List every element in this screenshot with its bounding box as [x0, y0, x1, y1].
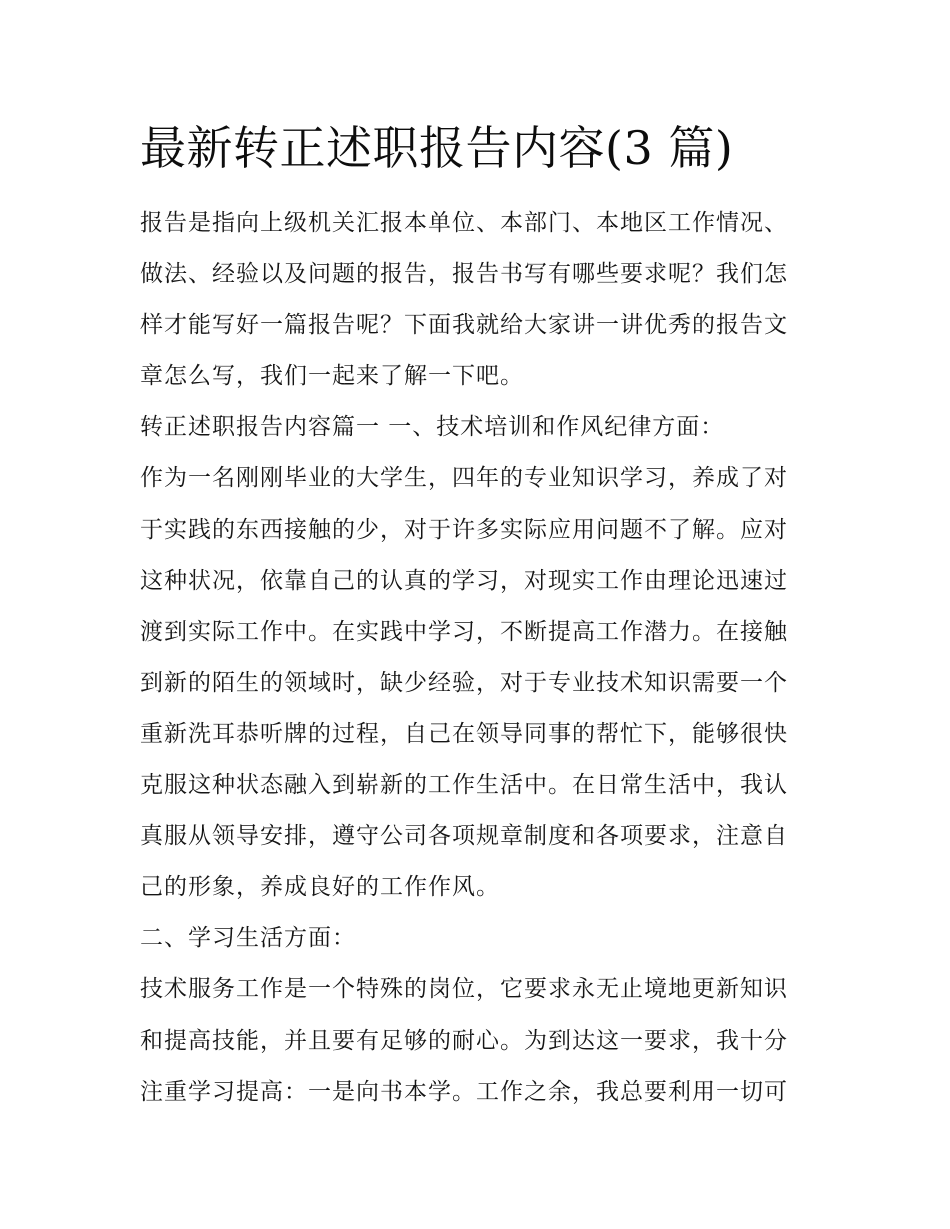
- document-title: 最新转正述职报告内容(3 篇): [140, 121, 734, 175]
- text-line: 和提高技能，并且要有足够的耐心。为到达这一要求，我十分: [140, 1027, 788, 1054]
- text-line: 于实践的东西接触的少，对于许多实际应用问题不了解。应对: [140, 516, 788, 543]
- text-line: 克服这种状态融入到崭新的工作生活中。在日常生活中，我认: [140, 772, 788, 799]
- text-line: 注重学习提高：一是向书本学。工作之余，我总要利用一切可: [140, 1078, 788, 1105]
- text-line: 技术服务工作是一个特殊的岗位，它要求永无止境地更新知识: [140, 976, 788, 1003]
- text-line: 到新的陌生的领域时，缺少经验，对于专业技术知识需要一个: [140, 669, 788, 696]
- text-line: 做法、经验以及问题的报告，报告书写有哪些要求呢？我们怎: [140, 261, 788, 288]
- text-line: 己的形象，养成良好的工作作风。: [140, 874, 500, 901]
- text-line: 这种状况，依靠自己的认真的学习，对现实工作由理论迅速过: [140, 567, 788, 594]
- text-line: 样才能写好一篇报告呢？下面我就给大家讲一讲优秀的报告文: [140, 312, 788, 339]
- section-heading-line: 转正述职报告内容篇一 一、技术培训和作风纪律方面：: [140, 414, 725, 441]
- text-line: 渡到实际工作中。在实践中学习，不断提高工作潜力。在接触: [140, 618, 788, 645]
- text-line: 章怎么写，我们一起来了解一下吧。: [140, 363, 524, 390]
- document-body: [140, 198, 812, 1118]
- text-line: 报告是指向上级机关汇报本单位、本部门、本地区工作情况、: [140, 210, 788, 236]
- text-line: 作为一名刚刚毕业的大学生，四年的专业知识学习，养成了对: [140, 465, 788, 492]
- section-heading-line: 二、学习生活方面：: [140, 925, 356, 952]
- text-line: 真服从领导安排，遵守公司各项规章制度和各项要求，注意自: [140, 823, 788, 850]
- text-line: 重新洗耳恭听牌的过程，自己在领导同事的帮忙下，能够很快: [140, 720, 788, 747]
